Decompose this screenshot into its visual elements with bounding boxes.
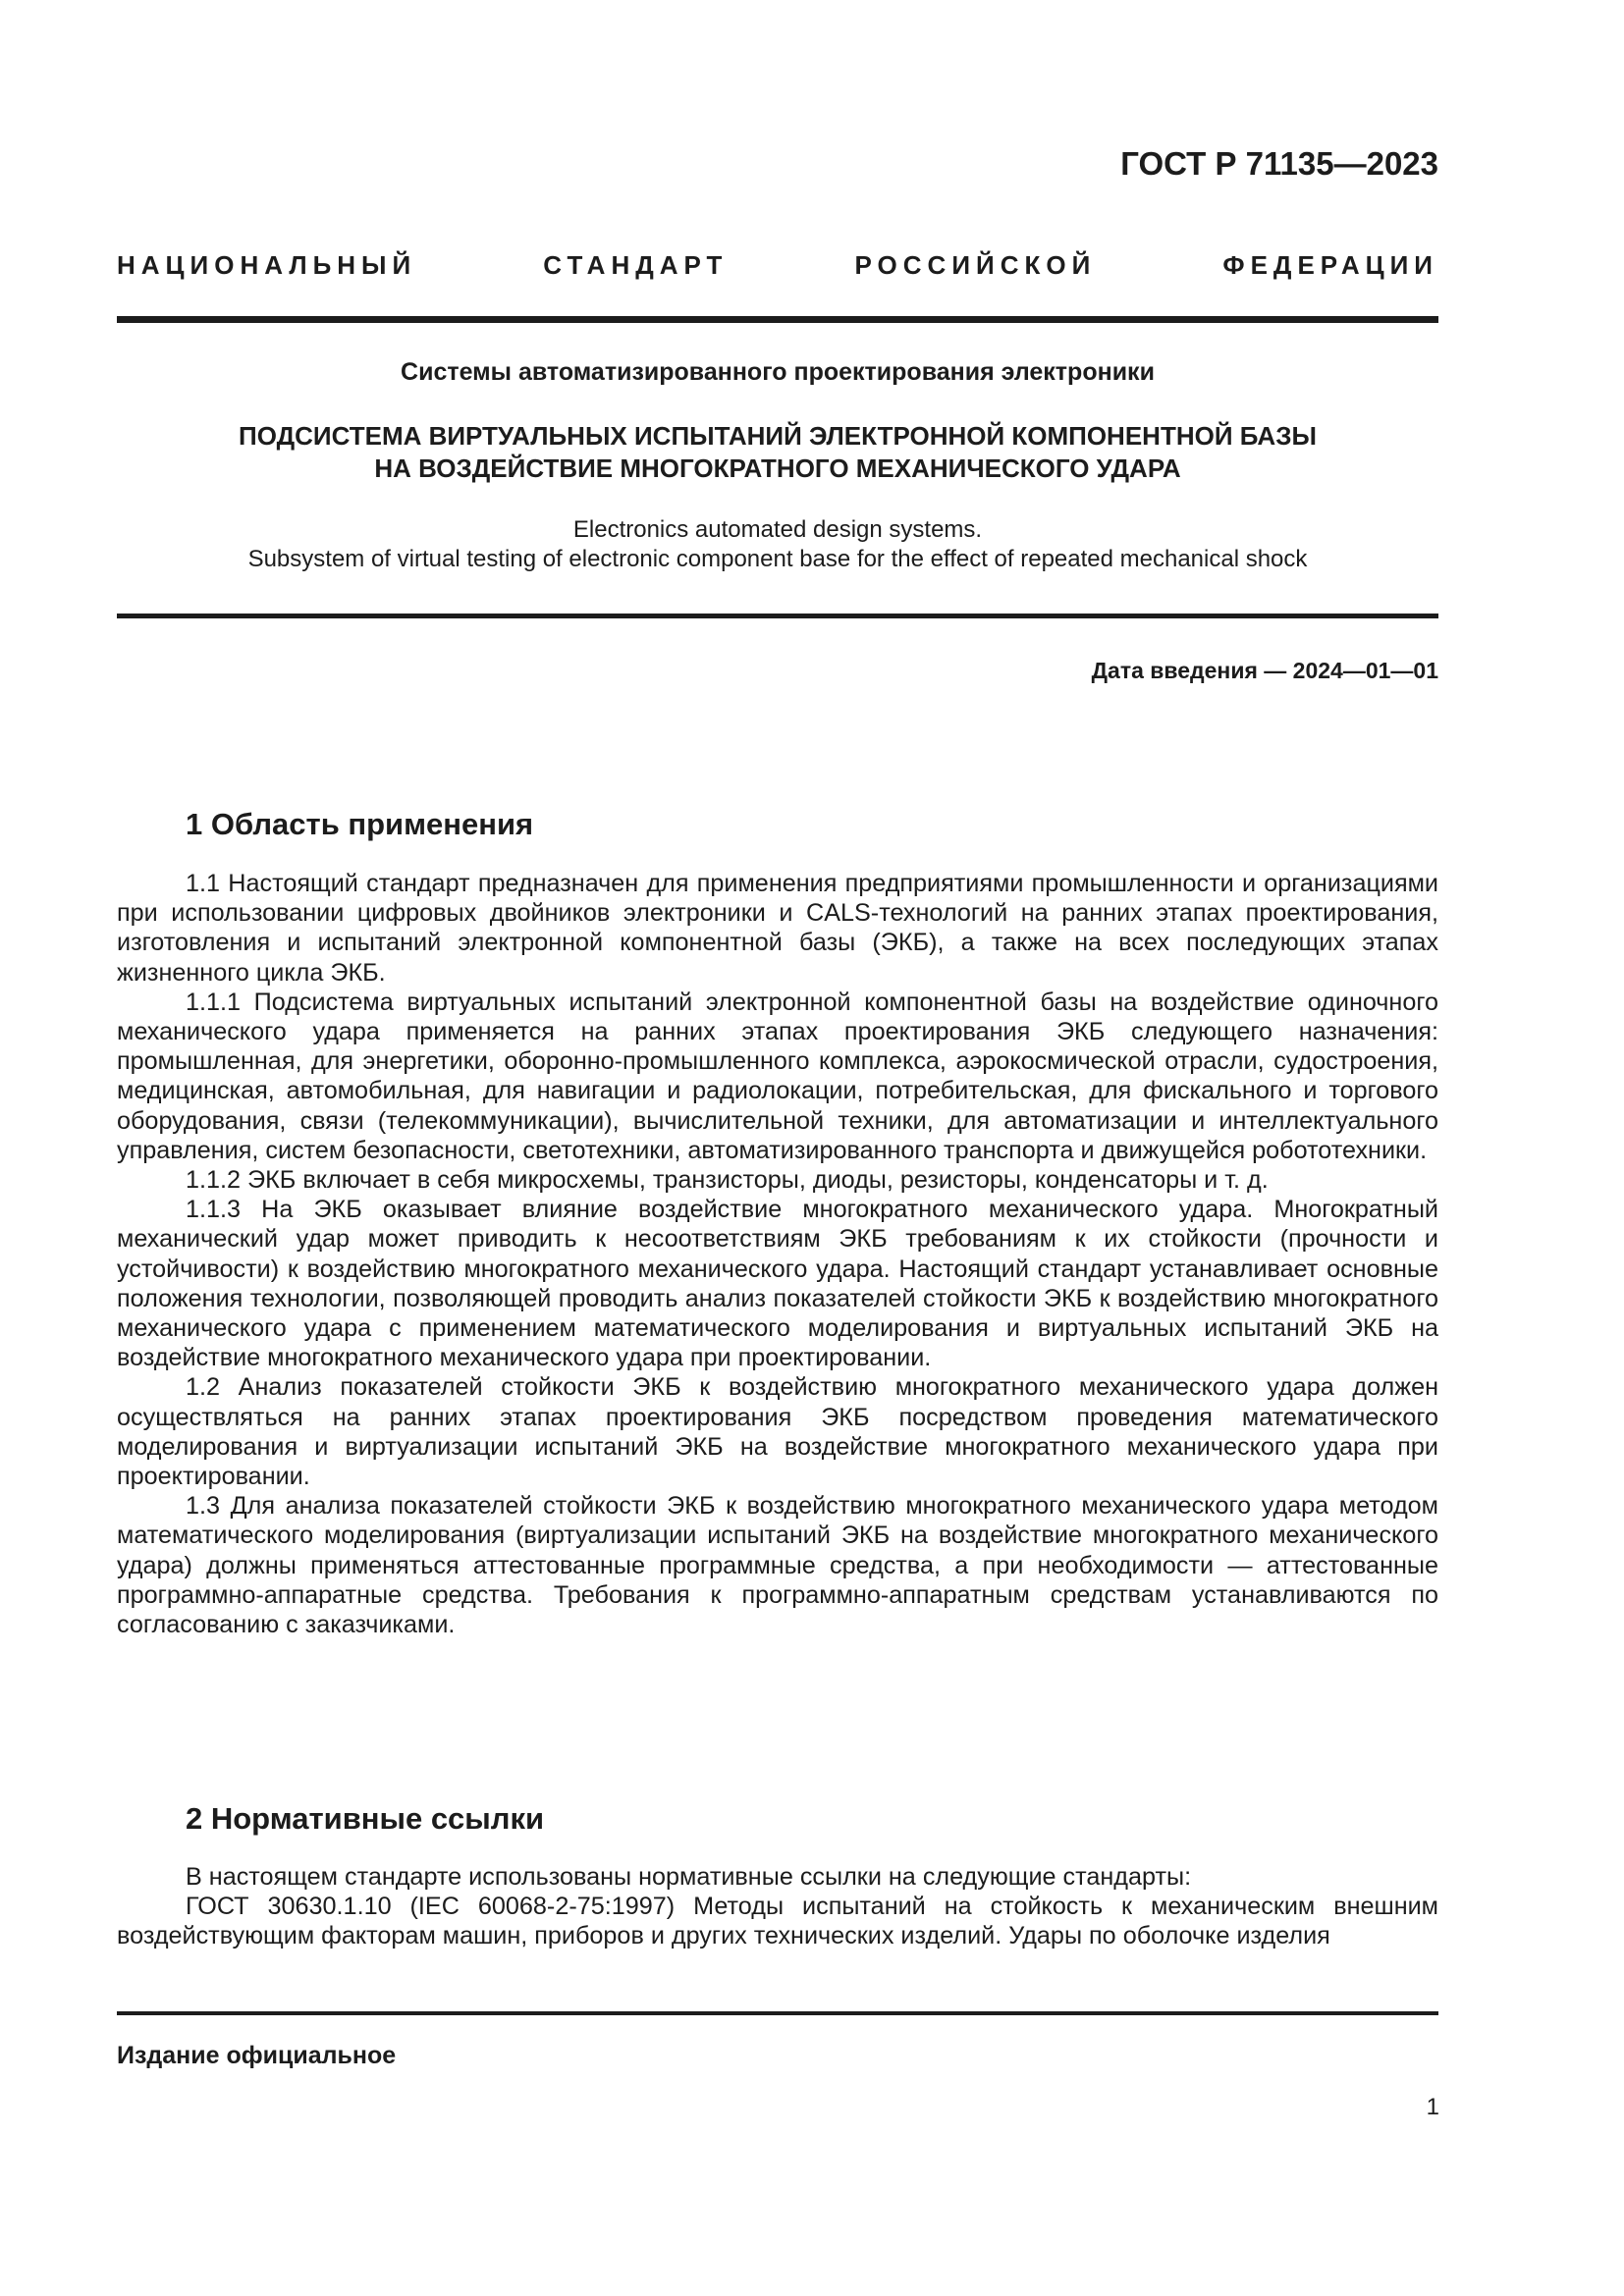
paragraph-2-intro: В настоящем стандарте использованы нормативные ссылки на следующие стандарты:: [186, 1863, 1192, 1891]
section-1-heading: 1 Область применения: [186, 807, 534, 841]
main-title: [117, 420, 1438, 485]
english-title-line-2: Subsystem of virtual testing of electronic component base for the effect of repeated mechanical shock: [247, 546, 1308, 572]
paragraph-1-2: 1.2 Анализ показателей стойкости ЭКБ к воздействию многократного механического удара должен осуществляться на ранних этапах проектирования ЭКБ посредством проведения математического моделирования и виртуализации испытаний ЭКБ на воздействие многократного механического удара при проектировании.: [117, 1373, 1438, 1491]
top-divider: [117, 316, 1438, 323]
paragraph-2-reference: ГОСТ 30630.1.10 (IEC 60068-2-75:1997) Методы испытаний на стойкость к механическим внешним воздействующим факторам машин, приборов и других технических изделий. Удары по оболочке изделия: [117, 1893, 1438, 1950]
official-edition-label: Издание официальное: [117, 2042, 397, 2069]
page-number: 1: [1426, 2094, 1439, 2120]
paragraph-1-3: 1.3 Для анализа показателей стойкости ЭКБ к воздействию многократного механического удара методом математического моделирования (виртуализации испытаний ЭКБ на воздействие многократного механического удара) должны применяться аттестованные программные средства, а при необходимости — аттестованные программно-аппаратные средства. Требования к программно-аппаратным средствам устанавливаются по согласованию с заказчиками.: [117, 1492, 1438, 1639]
section-2-heading: 2 Нормативные ссылки: [186, 1801, 545, 1836]
section-2-body: [117, 1862, 1438, 1951]
title-divider: [117, 614, 1438, 618]
national-standard-banner: НАЦИОНАЛЬНЫЙ СТАНДАРТ РОССИЙСКОЙ ФЕДЕРАЦИИ: [117, 250, 1438, 280]
main-title-line-1: ПОДСИСТЕМА ВИРТУАЛЬНЫХ ИСПЫТАНИЙ ЭЛЕКТРОННОЙ КОМПОНЕНТНОЙ БАЗЫ: [239, 421, 1317, 451]
section-1-body: [117, 869, 1438, 1639]
footer-divider: [117, 2011, 1438, 2015]
paragraph-1-1-3: 1.1.3 На ЭКБ оказывает влияние воздействие многократного механического удара. Многократный механический удар может приводить к несоответствиям ЭКБ требованиям к их стойкости (прочности и устойчивости) к воздействию многократного механического удара. Настоящий стандарт устанавливает основные положения технологии, позволяющей проводить анализ показателей стойкости ЭКБ к воздействию многократного механического удара с применением математического моделирования и виртуальных испытаний ЭКБ на воздействие многократного механического удара при проектировании.: [117, 1196, 1438, 1372]
paragraph-1-1-1: 1.1.1 Подсистема виртуальных испытаний электронной компонентной базы на воздействие одиночного механического удара применяется на ранних этапах проектирования ЭКБ следующего назначения: промышленная, для энергетики, оборонно-промышленного комплекса, аэрокосмической отрасли, судостроения, медицинская, автомобильная, для навигации и радиолокации, потребительская, для фискального и торгового оборудования, связи (телекоммуникации), вычислительной техники, для автоматизации и интеллектуального управления, систем безопасности, светотехники, автоматизированного транспорта и движущейся робототехники.: [117, 988, 1438, 1164]
english-title-line-1: Electronics automated design systems.: [572, 516, 983, 543]
paragraph-1-1-2: 1.1.2 ЭКБ включает в себя микросхемы, транзисторы, диоды, резисторы, конденсаторы и т. д.: [186, 1166, 1269, 1195]
system-title: Системы автоматизированного проектирования электроники: [401, 358, 1155, 386]
main-title-line-2: НА ВОЗДЕЙСТВИЕ МНОГОКРАТНОГО МЕХАНИЧЕСКОГО УДАРА: [374, 454, 1181, 483]
document-number: ГОСТ Р 71135—2023: [1120, 145, 1438, 182]
english-title: [117, 515, 1438, 574]
introduction-date: Дата введения — 2024—01—01: [1091, 658, 1438, 683]
paragraph-1-1: 1.1 Настоящий стандарт предназначен для применения предприятиями промышленности и организациями при использовании цифровых двойников электроники и CALS-технологий на ранних этапах проектирования, изготовления и испытаний электронной компонентной базы (ЭКБ), а также на всех последующих этапах жизненного цикла ЭКБ.: [117, 870, 1438, 987]
